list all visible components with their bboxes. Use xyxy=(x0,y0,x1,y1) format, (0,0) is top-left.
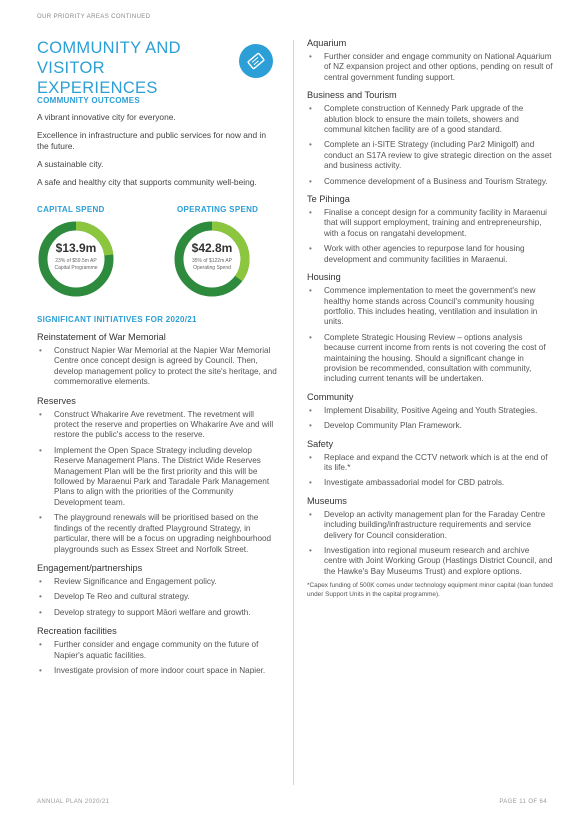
list-item: • Review Significance and Engagement policy. xyxy=(37,577,277,587)
capital-spend-donut xyxy=(37,220,115,298)
section-title: Reserves xyxy=(37,395,76,406)
section-business-tourism xyxy=(307,90,553,187)
section-te-pihinga xyxy=(307,194,553,265)
list-item: • Finalise a concept design for a community facility in Maraenui that will support employment, training and entrepreneurship, with a focus on rangatahi development. xyxy=(307,208,553,239)
section-title: Museums xyxy=(307,495,347,506)
operating-spend-label: OPERATING SPEND xyxy=(177,205,259,214)
list-item: • Develop Community Plan Framework. xyxy=(307,421,553,431)
column-divider xyxy=(293,40,294,785)
section-title: Reinstatement of War Memorial xyxy=(37,332,166,342)
footer-page-number: PAGE 11 OF 64 xyxy=(499,799,547,805)
list-item: • Construct Whakarire Ave revetment. The revetment will protect the reserve and properties on Whakarire Ave and will restore the public's access to the reserve. xyxy=(37,410,277,441)
section-title: Business and Tourism xyxy=(307,90,397,101)
initiatives-heading: SIGNIFICANT INITIATIVES FOR 2020/21 xyxy=(37,315,197,324)
list-item: • Complete construction of Kennedy Park upgrade of the ablution block to ensure the main toilets, showers and communal kitchen facility are of a good standard. xyxy=(307,104,553,135)
section-title: Engagement/partnerships xyxy=(37,562,143,573)
section-recreation xyxy=(37,626,277,676)
section-engagement xyxy=(37,563,277,618)
spend-row xyxy=(37,205,277,309)
list-item: • Complete Strategic Housing Review – options analysis because current income from rents is not covering the cost of maintaining the housing. Should a significant change in provision be recommended, consultation with community, including current tenants will be undertaken. xyxy=(307,333,553,385)
operating-spend-donut xyxy=(173,220,251,298)
list-item: • Investigate provision of more indoor court space in Napier. xyxy=(37,666,277,676)
list-item: • Construct Napier War Memorial at the Napier War Memorial Centre once concept design is agreed by Council. Then, develop management policy to protect the site's heritage, and commemorative elements. xyxy=(37,346,277,388)
list-item: • Work with other agencies to repurpose land for housing development and community facilities in Maraenui. xyxy=(307,244,553,265)
title-row xyxy=(37,38,277,97)
capital-spend-label: CAPITAL SPEND xyxy=(37,205,105,214)
outcome-item: A safe and healthy city that supports community well-being. xyxy=(37,177,257,187)
page-title-line1: COMMUNITY AND xyxy=(37,39,181,57)
section-museums xyxy=(307,496,553,577)
capital-spend xyxy=(37,205,147,298)
list-item: • Further consider and engage community on the future of Napier's aquatic facilities. xyxy=(37,640,277,661)
section-title: Safety xyxy=(307,438,334,449)
list-item: • Implement Disability, Positive Ageing and Youth Strategies. xyxy=(307,406,553,416)
footer-document-title: ANNUAL PLAN 2020/21 xyxy=(37,799,110,805)
list-item: • Implement the Open Space Strategy including develop Reserve Management Plans. The District Wide Reserves Management Plan will be the first priority and this will be followed by Maraenui Park and Taradale Park Management Plans to align with the priorities of the Community Development team. xyxy=(37,446,277,508)
operating-spend-note: 35% of $122m AP Operating Spend xyxy=(191,258,233,271)
section-title: Aquarium xyxy=(307,38,347,48)
running-head: OUR PRIORITY AREAS CONTINUED xyxy=(37,14,151,20)
section-housing xyxy=(307,272,553,385)
outcomes-list xyxy=(37,112,277,188)
page-title-line2: VISITOR EXPERIENCES xyxy=(37,59,158,97)
list-item: • Investigation into regional museum research and archive centre with Joint Working Group (Hastings District Council, and the Hawke's Bay Museums Trust) and explore options. xyxy=(307,546,553,577)
section-title: Community xyxy=(307,391,354,402)
section-community xyxy=(307,392,553,432)
list-item: • Further consider and engage community on National Aquarium of NZ expansion project and other options, pending on result of central government funding support. xyxy=(307,52,553,83)
capital-spend-amount: $13.9m xyxy=(55,241,97,255)
section-reserves xyxy=(37,396,277,555)
outcome-item: Excellence in infrastructure and public services for now and in the future. xyxy=(37,130,267,151)
capital-spend-note: 23% of $59.5m AP Capital Programme xyxy=(54,258,98,271)
list-item: • Commence development of a Business and Tourism Strategy. xyxy=(307,177,553,187)
page-title xyxy=(37,38,227,98)
list-item: • Develop an activity management plan for the Faraday Centre including building/infrastructure requirements and service delivery for Council consideration. xyxy=(307,510,553,541)
ticket-icon xyxy=(239,44,273,78)
list-item: • Commence implementation to meet the government's new healthy home stands across Council's community housing portfolio. This includes heating, ventilation and insulation in units. xyxy=(307,286,553,328)
left-column xyxy=(37,38,277,681)
section-title: Recreation facilities xyxy=(37,626,117,637)
operating-spend-amount: $42.8m xyxy=(191,241,233,255)
outcome-item: A sustainable city. xyxy=(37,159,104,169)
list-item: • Develop Te Reo and cultural strategy. xyxy=(37,592,277,602)
list-item: • Complete an i-SITE Strategy (including Par2 Minigolf) and conduct an S17A review to give strategic direction on the asset and business activity. xyxy=(307,140,553,171)
outcome-item: A vibrant innovative city for everyone. xyxy=(37,112,176,122)
right-column xyxy=(307,38,553,599)
section-title: Te Pihinga xyxy=(307,194,350,205)
section-war-memorial xyxy=(37,332,277,388)
section-title: Housing xyxy=(307,272,341,283)
section-aquarium xyxy=(307,38,553,83)
list-item: • Develop strategy to support Māori welfare and growth. xyxy=(37,608,277,618)
list-item: • Investigate ambassadorial model for CBD patrols. xyxy=(307,478,553,488)
section-safety xyxy=(307,439,553,489)
outcomes-heading: COMMUNITY OUTCOMES xyxy=(37,96,141,105)
operating-spend xyxy=(177,205,287,298)
list-item: • The playground renewals will be prioritised based on the findings of the recently drafted Playground Strategy, in particular, there will be a focus on upgrading neighbourhood playgrounds such as Essex Street and Norfolk Street. xyxy=(37,513,277,555)
footnote: *Capex funding of 500K comes under technology equipment minor capital (loan funded under Support Units in the capital programme). xyxy=(307,582,553,598)
list-item: • Replace and expand the CCTV network which is at the end of its life.* xyxy=(307,453,553,474)
